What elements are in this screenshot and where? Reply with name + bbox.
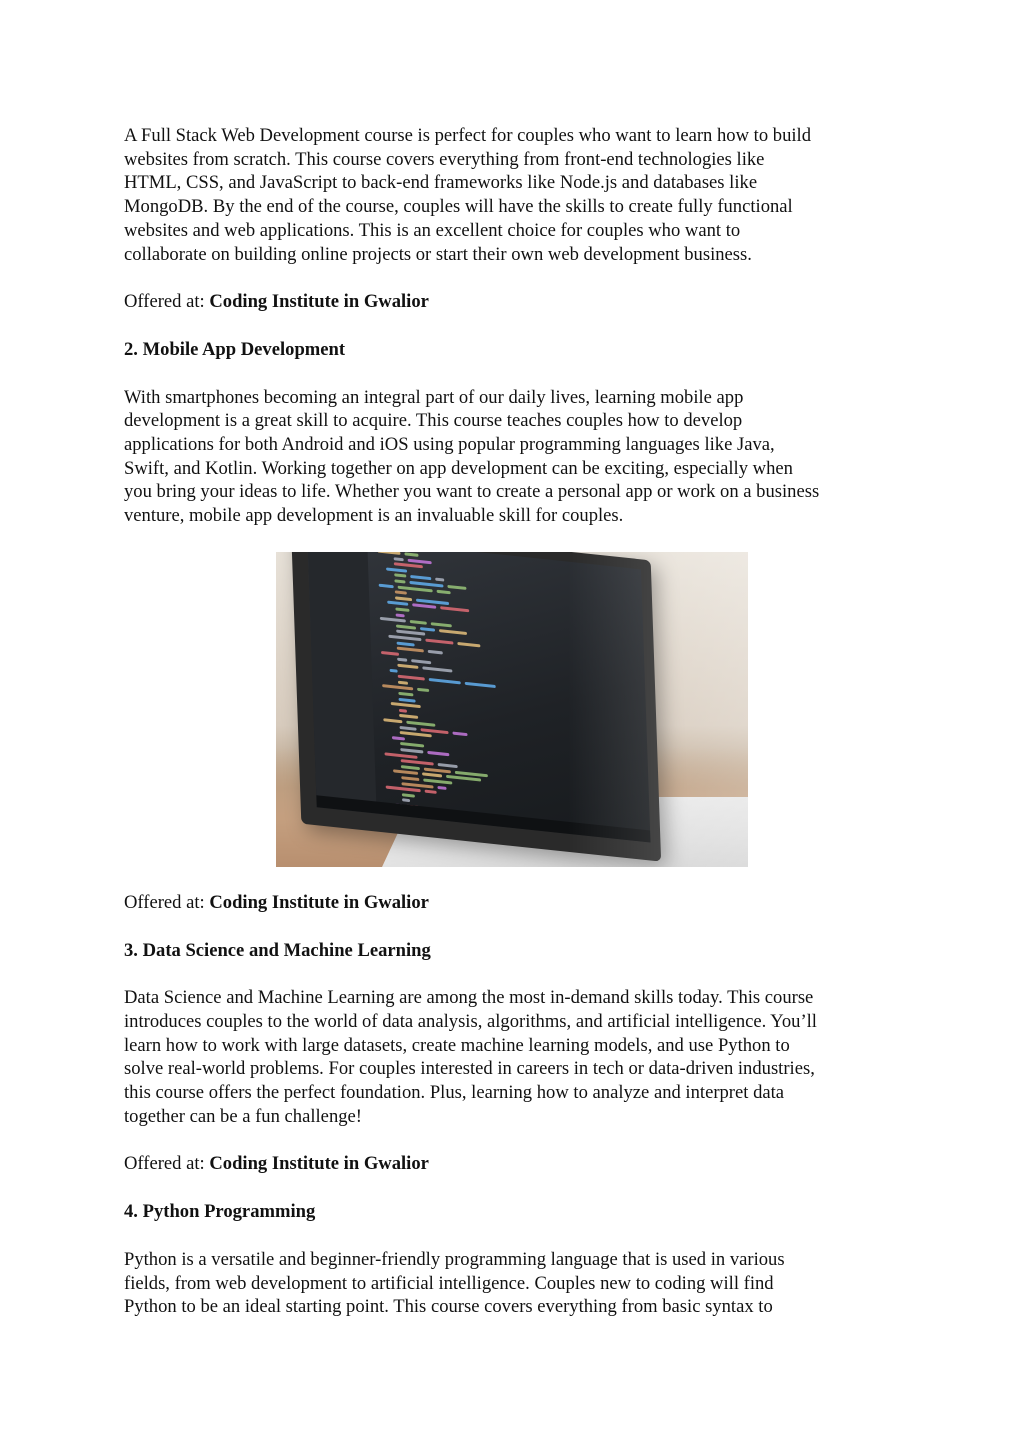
image-code-segment bbox=[409, 581, 443, 588]
image-code-segment bbox=[397, 641, 415, 646]
image-code-segment bbox=[380, 617, 406, 623]
image-code-segment bbox=[398, 680, 408, 684]
image-code-segment bbox=[398, 675, 425, 681]
section-paragraph-data-science: Data Science and Machine Learning are among the most in-demand skills today. This course introduces couples to the world of data analysis, algorithms, and artificial intelligence. You’ll learn how to work with large datasets, create machine learning models, and use Python to solve real-world problems. For couples interested in careers in tech or data-driven industries, this course offers the perfect foundation. Plus, learning how to analyze and interpret data together can be a fun challenge! bbox=[124, 987, 817, 1127]
section-paragraph-mobile-app: With smartphones becoming an integral part of our daily lives, learning mobile app development is a great skill to acquire. This course teaches couples how to develop applications for both Android and iOS using popular programming languages like Java, Swift, and Kotlin. Working together on app development can be exciting, especially when you bring your ideas to life. Whether you want to create a personal app or work on a business venture, mobile app development is an invaluable skill for couples. bbox=[124, 386, 820, 527]
image-code-segment bbox=[394, 562, 423, 568]
image-code-segment bbox=[400, 742, 424, 748]
image-code-segment bbox=[390, 668, 398, 672]
image-code-segment bbox=[379, 583, 394, 588]
image-code-segment bbox=[412, 603, 436, 609]
section-heading-python: 4. Python Programming bbox=[124, 1201, 316, 1223]
image-code-segment bbox=[440, 606, 469, 612]
image-code-segment bbox=[435, 578, 444, 582]
image-code-segment bbox=[427, 751, 449, 756]
image-code-segment bbox=[394, 557, 404, 561]
image-code-segment bbox=[397, 664, 418, 669]
offered-label: Offered at: bbox=[124, 1153, 205, 1175]
document-page bbox=[124, 124, 904, 1343]
image-code-segment bbox=[399, 714, 418, 719]
image-code-segment bbox=[392, 736, 405, 740]
image-code-segment bbox=[396, 630, 425, 636]
image-code-segment bbox=[399, 725, 416, 730]
image-code-segment bbox=[410, 620, 427, 625]
image-code-segment bbox=[425, 790, 437, 794]
image-code-segment bbox=[394, 574, 406, 578]
image-code-segment bbox=[401, 765, 420, 770]
institute-name: Coding Institute in Gwalior bbox=[209, 1153, 429, 1175]
image-code-segment bbox=[391, 702, 421, 708]
image-code-segment bbox=[394, 579, 405, 583]
image-code-segment bbox=[387, 601, 408, 606]
image-code-segment bbox=[396, 613, 405, 617]
image-code-segment bbox=[431, 622, 452, 627]
image-code-segment bbox=[428, 650, 443, 655]
image-code-segment bbox=[408, 558, 432, 564]
image-code-segment bbox=[411, 659, 431, 664]
image-code-segment bbox=[397, 658, 407, 662]
image-code-segment bbox=[386, 567, 407, 572]
section-heading-mobile-app: 2. Mobile App Development bbox=[124, 338, 346, 360]
image-code-segment bbox=[400, 731, 432, 737]
image-code-segment bbox=[429, 678, 461, 684]
image-code-segment bbox=[402, 793, 415, 797]
image-code-segment bbox=[386, 786, 421, 793]
section-heading-data-science: 3. Data Science and Machine Learning bbox=[124, 939, 431, 961]
image-code-segment bbox=[395, 590, 407, 594]
offered-at-line-2 bbox=[124, 891, 904, 915]
offered-at-line-1 bbox=[124, 290, 904, 314]
offered-label: Offered at: bbox=[124, 291, 205, 313]
image-code-segment bbox=[439, 629, 467, 635]
image-code-segment bbox=[393, 770, 418, 776]
intro-paragraph: A Full Stack Web Development course is perfect for couples who want to learn how to build websites from scratch. This course covers everything from front-end technologies like HTML, CSS, and JavaScript to back-end frameworks like Node.js and databases like MongoDB. By the end of the course, couples will have the skills to create fully functional websites and web applications. This is an excellent choice for couples who want to collaborate on building online projects or start their own web development business. bbox=[124, 125, 812, 265]
offered-label: Offered at: bbox=[124, 891, 205, 913]
image-code-segment bbox=[382, 684, 413, 690]
image-code-segment bbox=[398, 692, 413, 697]
image-code-segment bbox=[422, 666, 452, 672]
institute-name: Coding Institute in Gwalior bbox=[209, 291, 429, 313]
image-code-segment bbox=[402, 798, 410, 802]
image-code-segment bbox=[422, 773, 442, 778]
image-code-segment bbox=[397, 647, 424, 653]
image-code-segment bbox=[420, 627, 435, 632]
image-code-segment bbox=[437, 785, 446, 789]
image-code-segment bbox=[395, 607, 409, 611]
image-code-segment bbox=[377, 552, 400, 555]
image-code-segment bbox=[404, 552, 418, 556]
image-light-highlight bbox=[568, 552, 748, 867]
image-code-segment bbox=[384, 752, 417, 758]
image-code-segment bbox=[399, 697, 416, 702]
image-code-segment bbox=[400, 748, 423, 753]
image-code-segment bbox=[388, 635, 421, 641]
image-code-segment bbox=[420, 728, 448, 734]
image-code-segment bbox=[383, 718, 402, 723]
image-code-segment bbox=[395, 596, 412, 601]
image-code-segment bbox=[447, 585, 466, 590]
image-code-segment bbox=[410, 575, 431, 580]
image-editor-sidebar bbox=[307, 552, 376, 814]
image-code-segment bbox=[406, 721, 435, 727]
laptop-code-image bbox=[276, 552, 748, 867]
image-code-segment bbox=[399, 709, 407, 713]
image-code-segment bbox=[465, 682, 496, 688]
institute-name: Coding Institute in Gwalior bbox=[209, 891, 429, 913]
section-paragraph-python: Python is a versatile and beginner-friendly programming language that is used in various fields, from web development to artificial intelligence. Couples new to coding will find Python to be an ideal starting point. This course covers everything from basic syntax to bbox=[124, 1248, 785, 1318]
offered-at-line-3 bbox=[124, 1152, 904, 1176]
image-code-segment bbox=[401, 776, 419, 781]
image-code-segment bbox=[457, 642, 480, 647]
image-code-segment bbox=[423, 778, 452, 784]
image-code-segment bbox=[396, 624, 416, 629]
image-code-segment bbox=[381, 651, 399, 656]
image-code-segment bbox=[424, 767, 451, 773]
image-code-segment bbox=[438, 763, 458, 768]
image-code-segment bbox=[417, 688, 429, 692]
image-code-segment bbox=[425, 638, 453, 644]
image-code-segment bbox=[437, 589, 451, 593]
image-code-segment bbox=[452, 731, 467, 736]
